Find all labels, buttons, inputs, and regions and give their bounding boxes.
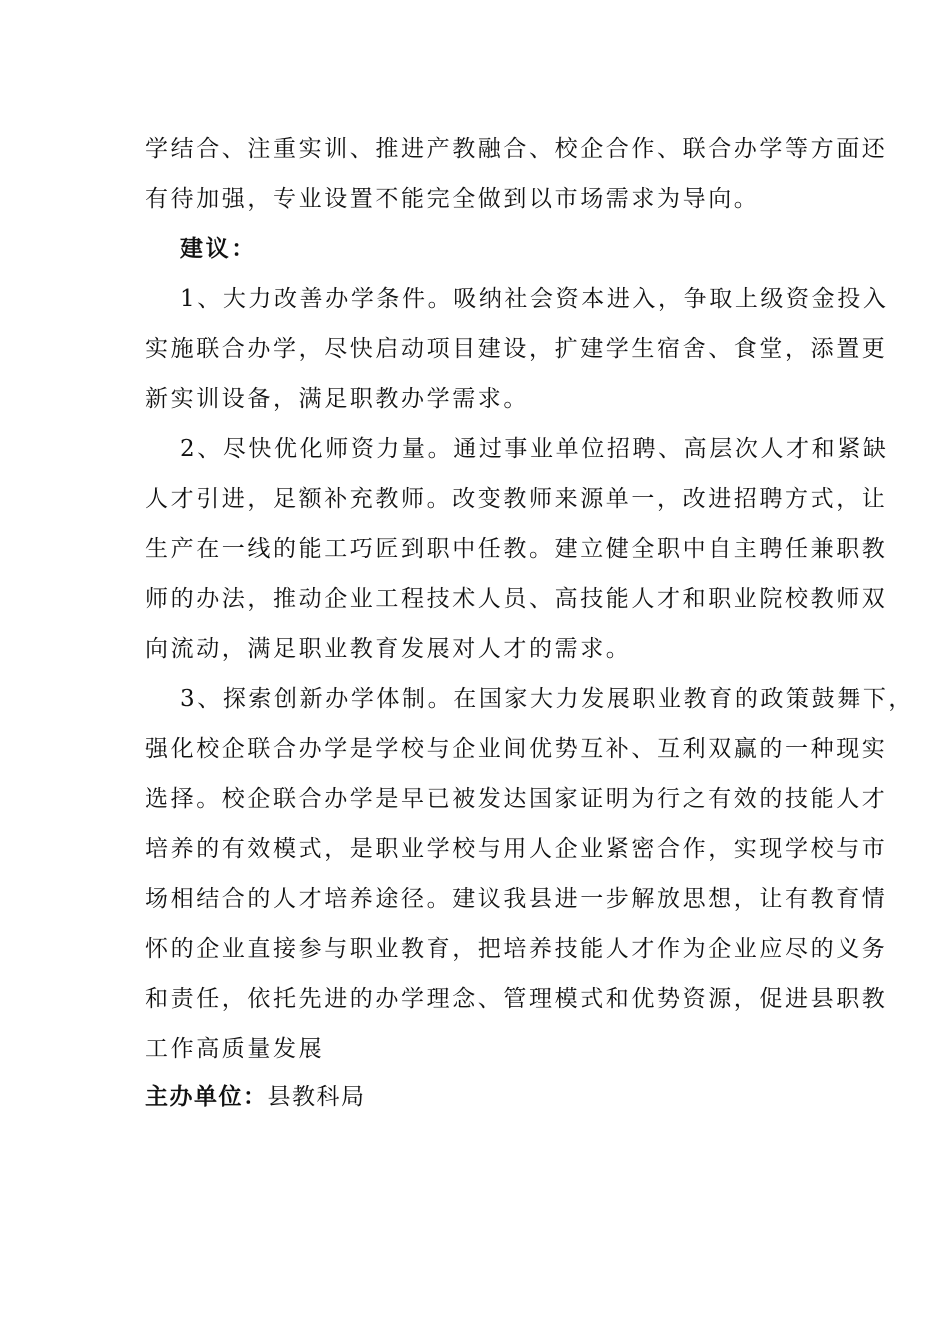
body-text-line: 有待加强，专业设置不能完全做到以市场需求为导向。 [145,186,760,212]
body-text-line: 3、探索创新办学体制。在国家大力发展职业教育的政策鼓舞下， [180,686,915,712]
body-text-line: 新实训设备，满足职教办学需求。 [145,386,529,412]
section-heading-suggestions: 建议： [180,235,257,262]
body-text-line: 场相结合的人才培养途径。建议我县进一步解放思想，让有教育情 [145,886,888,912]
body-text-line: 师的办法，推动企业工程技术人员、高技能人才和职业院校教师双 [145,586,888,612]
body-text-line: 选择。校企联合办学是早已被发达国家证明为行之有效的技能人才 [145,786,888,812]
body-text-line: 2、尽快优化师资力量。通过事业单位招聘、高层次人才和紧缺 [180,436,889,462]
sponsor-label: 主办单位： [145,1083,268,1110]
body-text-line: 怀的企业直接参与职业教育，把培养技能人才作为企业应尽的义务 [145,936,888,962]
body-text-line: 生产在一线的能工巧匠到职中任教。建立健全职中自主聘任兼职教 [145,536,888,562]
sponsor-line [145,1082,366,1112]
body-text-line: 向流动，满足职业教育发展对人才的需求。 [145,636,632,662]
body-text-line: 工作高质量发展 [145,1036,325,1062]
body-text-line: 和责任，依托先进的办学理念、管理模式和优势资源，促进县职教 [145,986,888,1012]
body-text-line: 1、大力改善办学条件。吸纳社会资本进入，争取上级资金投入 [180,286,889,312]
body-text-line: 培养的有效模式，是职业学校与用人企业紧密合作，实现学校与市 [145,836,888,862]
body-text-line: 强化校企联合办学是学校与企业间优势互补、互利双赢的一种现实 [145,736,888,762]
body-text-line: 人才引进，足额补充教师。改变教师来源单一，改进招聘方式，让 [145,486,888,512]
sponsor-value: 县教科局 [267,1084,366,1110]
body-text-line: 学结合、注重实训、推进产教融合、校企合作、联合办学等方面还 [145,136,888,162]
body-text-line: 实施联合办学，尽快启动项目建设，扩建学生宿舍、食堂，添置更 [145,336,888,362]
